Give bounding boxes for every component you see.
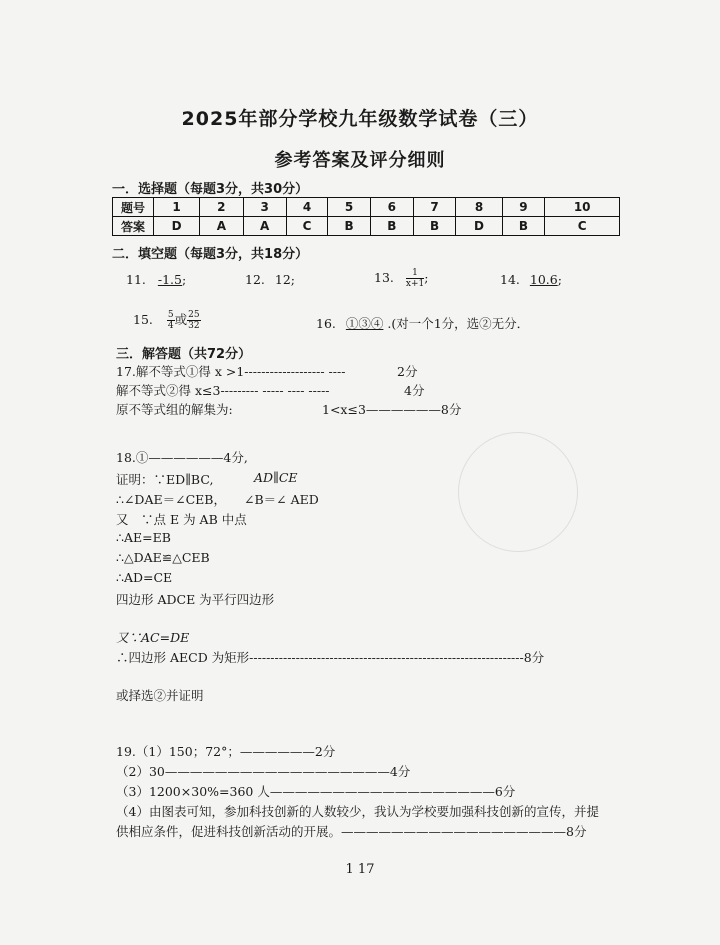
q18-line-3a: ∴∠DAE＝∠CEB， xyxy=(116,492,226,507)
question-number-cell: 5 xyxy=(328,198,371,217)
q17-line-2: 解不等式②得 x≤3--------- ----- ---- ----- xyxy=(116,383,330,398)
question-number-cell: 10 xyxy=(545,198,620,217)
table-row-numbers xyxy=(113,198,620,217)
q15-b-numerator: 25 xyxy=(188,310,200,320)
q14-label: 14. xyxy=(500,272,520,287)
q14-answer: 10.6 xyxy=(529,272,558,287)
q18-line-5: ∴AE=EB xyxy=(116,530,171,545)
q12-label: 12. xyxy=(245,272,265,287)
q18-line-2a: 证明：∵ED∥BC, xyxy=(116,472,214,487)
q19-line-2: （2）30——————————————————4分 xyxy=(116,764,411,779)
answer-cell: B xyxy=(328,217,371,236)
question-number-cell: 3 xyxy=(243,198,286,217)
section-1-heading: 一．选择题（每题3分，共30分） xyxy=(112,182,309,197)
q18-line-3b: ∠B＝∠ AED xyxy=(244,492,319,507)
q16-answer: ①③④ xyxy=(345,316,384,331)
q19-line-5: 供相应条件，促进科技创新活动的开展。——————————————————8分 xyxy=(116,824,587,839)
row-label-answers: 答案 xyxy=(113,217,154,236)
q19-line-4: （4）由图表可知，参加科技创新的人数较少，我认为学校要加强科技创新的宣传，并提 xyxy=(116,804,599,819)
q17-line-1: 17.解不等式①得 x >1------------------- ---- xyxy=(116,364,346,379)
q18-line-9: 又∵AC=DE xyxy=(116,630,190,645)
q15-b-denominator: 32 xyxy=(188,321,200,331)
fill-blank-q13: 13. $\frac{1}{x+1}$ ; xyxy=(374,268,429,289)
question-number-cell: 1 xyxy=(154,198,200,217)
question-number-cell: 8 xyxy=(456,198,502,217)
q18-line-1: 18.①——————4分, xyxy=(116,450,248,465)
q17-line-2-score: 4分 xyxy=(404,383,425,398)
fill-blank-q11: 11. -1.5; xyxy=(126,272,187,287)
answer-cell: B xyxy=(370,217,413,236)
question-number-cell: 2 xyxy=(200,198,243,217)
page-subtitle: 参考答案及评分细则 xyxy=(274,150,446,171)
answer-cell: B xyxy=(413,217,456,236)
show-through-circle xyxy=(458,432,578,552)
question-number-cell: 4 xyxy=(286,198,327,217)
question-number-cell: 9 xyxy=(502,198,545,217)
page-title: 2025年部分学校九年级数学试卷（三） xyxy=(181,108,539,130)
q15-fraction-a xyxy=(167,310,175,331)
fill-blank-q15 xyxy=(133,310,201,331)
q13-numerator: 1 xyxy=(406,268,424,279)
q18-line-8: 四边形 ADCE 为平行四边形 xyxy=(116,592,275,607)
q16-label: 16. xyxy=(316,316,336,331)
q18-line-10: ∴四边形 AECD 为矩形-----------------------------------------------------------------8分 xyxy=(116,650,545,665)
section-3-heading: 三．解答题（共72分） xyxy=(116,347,252,362)
fill-blank-q12 xyxy=(245,272,295,287)
answer-cell: D xyxy=(154,217,200,236)
q19-line-3: （3）1200×30%=360 人——————————————————6分 xyxy=(116,784,516,799)
q16-note: .(对一个1分，选②无分． xyxy=(387,316,530,331)
q13-label: 13. xyxy=(374,270,394,285)
question-number-cell: 7 xyxy=(413,198,456,217)
answer-cell: A xyxy=(243,217,286,236)
q12-answer: 12; xyxy=(274,272,295,287)
q18-line-7: ∴AD=CE xyxy=(116,570,173,585)
answer-cell: A xyxy=(200,217,243,236)
q11-answer: -1.5 xyxy=(157,272,182,287)
answer-cell: B xyxy=(502,217,545,236)
multiple-choice-answer-table xyxy=(112,197,620,236)
q18-line-4: 又 ∵点 E 为 AB 中点 xyxy=(116,512,247,527)
fill-blank-q14: 14. 10.6; xyxy=(500,272,562,287)
fill-blank-q16 xyxy=(316,314,529,332)
q11-label: 11. xyxy=(126,272,146,287)
q13-denominator: x+1 xyxy=(405,279,425,289)
q17-line-3: 原不等式组的解集为: xyxy=(116,402,233,417)
q15-or: 或 xyxy=(174,312,188,327)
q13-fraction xyxy=(406,268,424,289)
q19-line-1: 19.（1）150；72°；——————2分 xyxy=(116,744,336,759)
question-number-cell: 6 xyxy=(370,198,413,217)
row-label-numbers: 题号 xyxy=(113,198,154,217)
q18-line-2b: AD∥CE xyxy=(254,470,298,485)
table-row-answers xyxy=(113,217,620,236)
q15-a-denominator: 4 xyxy=(167,321,174,331)
answer-cell: C xyxy=(286,217,327,236)
section-2-heading: 二．填空题（每题3分，共18分） xyxy=(112,247,309,262)
q18-line-11: 或择选②并证明 xyxy=(116,688,204,703)
q15-label: 15. xyxy=(133,312,153,327)
answer-cell: D xyxy=(456,217,502,236)
q17-line-1-score: 2分 xyxy=(397,364,418,379)
q15-fraction-b xyxy=(187,310,200,331)
q17-solution: 1<x≤3——————8分 xyxy=(322,402,462,417)
q15-a-numerator: 5 xyxy=(167,310,174,320)
q18-line-6: ∴△DAE≌△CEB xyxy=(116,550,210,565)
page-number: 1 17 xyxy=(345,862,375,877)
answer-cell: C xyxy=(545,217,620,236)
